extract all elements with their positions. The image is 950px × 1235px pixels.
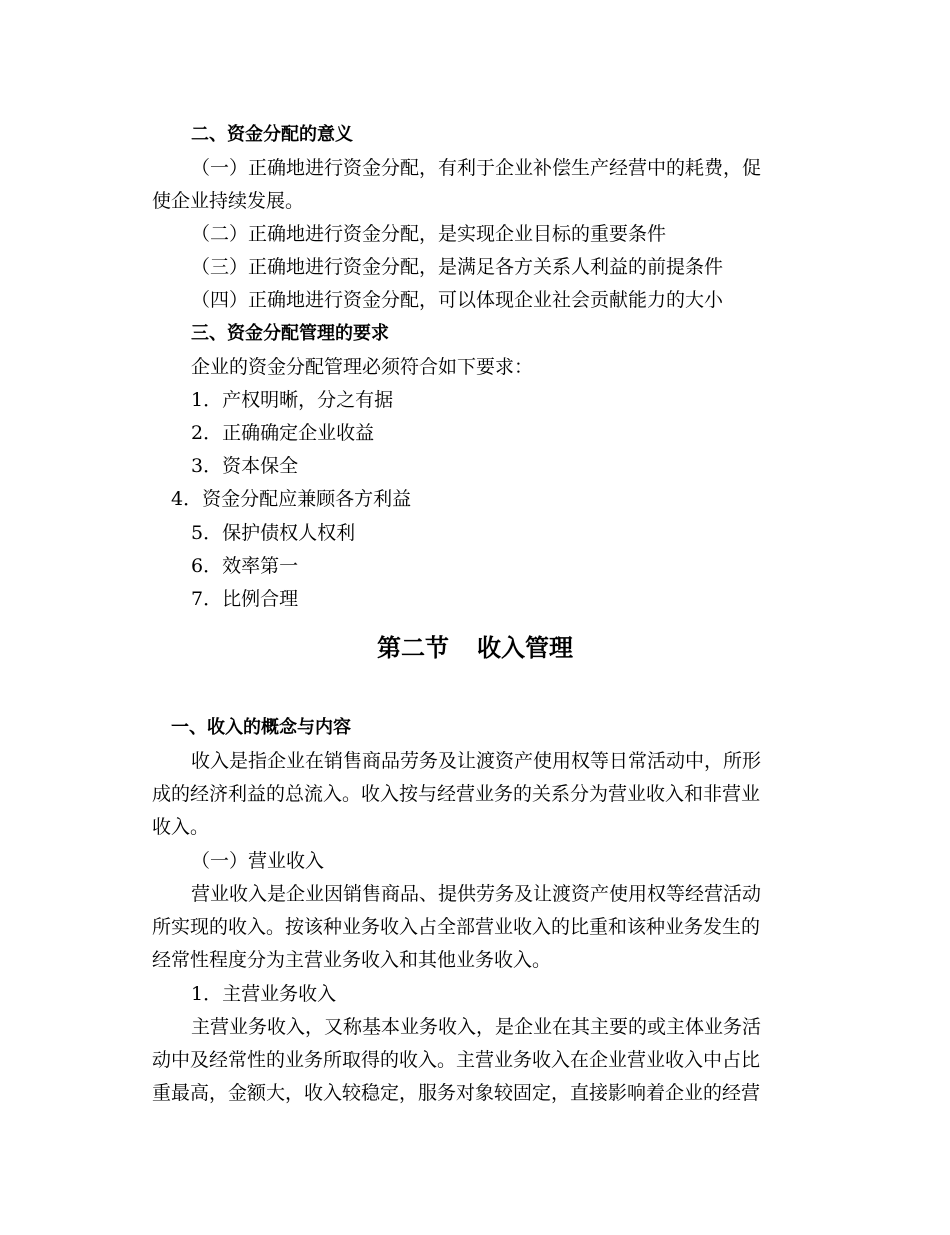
section-heading-meaning: 二、资金分配的意义 xyxy=(191,124,353,145)
chapter-title xyxy=(0,633,950,663)
requirement-item: 1．产权明晰，分之有据 xyxy=(191,389,394,411)
requirements-intro: 企业的资金分配管理必须符合如下要求： xyxy=(191,356,534,378)
main-paragraph-line1: 主营业务收入，又称基本业务收入，是企业在其主要的或主体业务活 xyxy=(191,1016,762,1038)
chapter-title-number: 第二节 xyxy=(377,634,449,662)
income-paragraph-line1: 收入是指企业在销售商品劳务及让渡资产使用权等日常活动中，所形 xyxy=(191,750,762,772)
section-heading-income: 一、收入的概念与内容 xyxy=(171,717,351,738)
meaning-item-2: （二）正确地进行资金分配，是实现企业目标的重要条件 xyxy=(191,223,667,245)
operating-paragraph-line3: 经常性程度分为主营业务收入和其他业务收入。 xyxy=(152,949,552,971)
main-paragraph-line3: 重最高，金额大，收入较稳定，服务对象较固定，直接影响着企业的经营 xyxy=(152,1082,761,1104)
section-heading-requirements: 三、资金分配管理的要求 xyxy=(191,323,389,344)
meaning-item-1-line2: 使企业持续发展。 xyxy=(152,190,305,212)
main-paragraph-line2: 动中及经常性的业务所取得的收入。主营业务收入在企业营业收入中占比 xyxy=(152,1049,761,1071)
requirement-item: 5．保护债权人权利 xyxy=(191,522,356,544)
subheading-main-business: 1．主营业务收入 xyxy=(191,983,337,1005)
requirement-item: 3．资本保全 xyxy=(191,455,299,477)
requirement-item: 4．资金分配应兼顾各方利益 xyxy=(171,488,412,510)
meaning-item-1-line1: （一）正确地进行资金分配，有利于企业补偿生产经营中的耗费，促 xyxy=(191,157,762,179)
requirement-item: 6．效率第一 xyxy=(191,555,299,577)
requirement-item: 2．正确确定企业收益 xyxy=(191,422,375,444)
operating-paragraph-line1: 营业收入是企业因销售商品、提供劳务及让渡资产使用权等经营活动 xyxy=(191,883,762,905)
income-paragraph-line2: 成的经济利益的总流入。收入按与经营业务的关系分为营业收入和非营业 xyxy=(152,783,761,805)
subheading-operating-income: （一）营业收入 xyxy=(191,850,325,872)
requirement-item: 7．比例合理 xyxy=(191,588,299,610)
income-paragraph-line3: 收入。 xyxy=(152,816,210,838)
meaning-item-4: （四）正确地进行资金分配，可以体现企业社会贡献能力的大小 xyxy=(191,289,724,311)
chapter-title-text: 收入管理 xyxy=(477,634,573,662)
operating-paragraph-line2: 所实现的收入。按该种业务收入占全部营业收入的比重和该种业务发生的 xyxy=(152,916,761,938)
meaning-item-3: （三）正确地进行资金分配，是满足各方关系人利益的前提条件 xyxy=(191,256,724,278)
